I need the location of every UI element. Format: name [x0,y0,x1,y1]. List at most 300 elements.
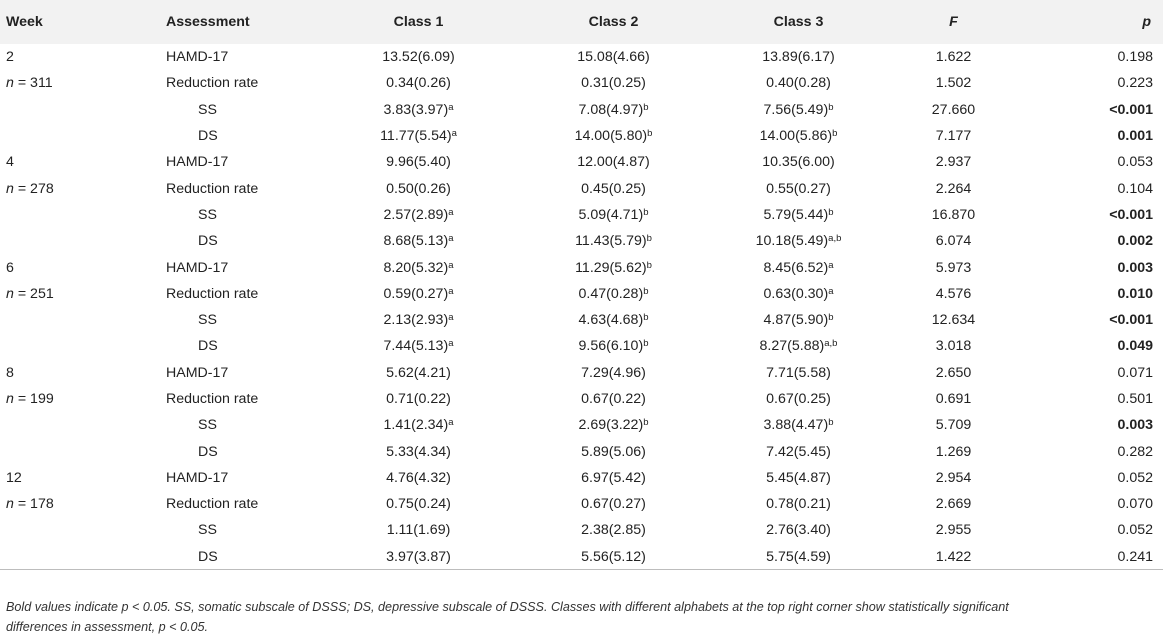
table-row [0,438,1163,464]
table-row [0,175,1163,201]
cell-week [0,202,166,228]
cell-f-statistic [871,491,1036,517]
cell-week-value: 2 [6,49,14,66]
cell-class-2-value: 6.97(5.42) [581,469,646,486]
cell-class-1-value: 3.97(3.87) [386,548,451,565]
cell-assessment [166,517,336,543]
cell-class-3 [726,228,871,254]
cell-p-value [1036,228,1163,254]
cell-assessment-value: HAMD-17 [166,469,229,486]
cell-week-value: 6 [6,259,14,276]
cell-class-3-value: 0.78(0.21) [766,496,831,513]
cell-class-2-value: 7.08(4.97) [578,101,644,118]
cell-f-statistic-value: 2.264 [935,180,972,197]
cell-f-statistic [871,307,1036,333]
cell-class-2 [501,360,726,386]
cell-f-statistic [871,333,1036,359]
cell-assessment-value: Reduction rate [166,285,259,302]
cell-assessment-value: Reduction rate [166,391,259,407]
cell-class-3-superscript: b [828,312,834,324]
cell-week [0,281,166,307]
header-f-statistic: F [949,14,958,30]
cell-class-1-superscript: a [448,417,454,429]
cell-week [0,254,166,280]
cell-class-2-value: 14.00(5.80) [574,128,648,145]
cell-class-1 [336,491,501,517]
cell-assessment [166,491,336,517]
cell-class-3 [726,438,871,464]
cell-class-2-superscript: b [643,312,649,324]
table-row [0,70,1163,96]
table-header [0,0,1163,44]
cell-class-1 [336,333,501,359]
cell-class-1-value: 8.20(5.32) [383,259,449,276]
cell-p-value-value: <0.001 [1109,206,1153,223]
cell-class-3 [726,544,871,570]
cell-class-1-value: 2.13(2.93) [383,312,449,329]
cell-p-value-value: 0.001 [1117,128,1153,145]
cell-assessment [166,44,336,70]
cell-f-statistic-value: 12.634 [931,312,976,329]
cell-f-statistic [871,254,1036,280]
cell-class-2-value: 0.47(0.28) [578,285,644,302]
cell-p-value-value: 0.010 [1117,285,1153,302]
cell-class-2-value: 11.43(5.79) [575,233,647,250]
cell-f-statistic [871,360,1036,386]
cell-class-2-value: 9.56(6.10) [578,338,644,355]
cell-f-statistic [871,149,1036,175]
cell-week [0,412,166,438]
cell-class-3-value: 5.75(4.59) [766,548,831,565]
cell-p-value-value: 0.003 [1117,259,1153,276]
cell-class-3-superscript: a,b [828,233,842,245]
cell-class-3 [726,491,871,517]
cell-class-2-value: 15.08(4.66) [577,49,650,66]
cell-p-value [1036,202,1163,228]
cell-class-1 [336,44,501,70]
cell-f-statistic [871,123,1036,149]
cell-assessment [166,202,336,228]
table-row [0,333,1163,359]
cell-week-value: n = 311 [6,75,53,92]
cell-p-value [1036,517,1163,543]
cell-assessment [166,333,336,359]
cell-p-value-value: 0.052 [1117,469,1153,486]
cell-class-3-value: 8.45(6.52) [763,259,829,276]
cell-f-statistic-value: 2.650 [935,364,972,381]
cell-f-statistic-value: 4.576 [935,285,972,302]
cell-week-value: 4 [6,154,14,171]
cell-f-statistic [871,228,1036,254]
cell-p-value-value: 0.053 [1117,154,1153,171]
cell-p-value-value: <0.001 [1109,312,1153,329]
cell-class-2 [501,412,726,438]
cell-p-value [1036,465,1163,491]
cell-class-1 [336,70,501,96]
table-row [0,491,1163,517]
cell-class-2-value: 0.45(0.25) [581,180,646,197]
cell-class-2 [501,517,726,543]
cell-class-2 [501,44,726,70]
cell-week [0,97,166,123]
cell-class-1-value: 7.44(5.13) [383,338,449,355]
table-body [0,44,1163,570]
cell-f-statistic [871,70,1036,96]
cell-class-3-value: 14.00(5.86) [759,128,833,145]
table-row [0,465,1163,491]
cell-f-statistic-value: 1.422 [935,548,972,565]
cell-f-statistic [871,281,1036,307]
cell-class-2 [501,149,726,175]
table-row [0,97,1163,123]
cell-class-2-value: 0.67(0.27) [581,496,646,513]
table-row [0,544,1163,570]
header-week: Week [6,14,43,30]
cell-class-3 [726,254,871,280]
cell-p-value-value: 0.003 [1117,417,1153,434]
cell-class-3-value: 3.88(4.47) [763,417,829,434]
cell-class-2-value: 4.63(4.68) [578,312,644,329]
cell-class-3 [726,202,871,228]
cell-class-1-value: 11.77(5.54) [380,128,452,145]
header-row [0,0,1163,44]
header-p-value: p [1142,14,1151,30]
cell-assessment [166,307,336,333]
cell-p-value-value: 0.049 [1117,338,1153,355]
cell-p-value-value: 0.282 [1117,443,1153,460]
table-row [0,202,1163,228]
cell-assessment-value: DS [198,443,218,460]
cell-assessment [166,123,336,149]
cell-class-3 [726,465,871,491]
cell-f-statistic [871,202,1036,228]
cell-p-value-value: 0.002 [1117,233,1153,250]
header-class-1: Class 1 [393,14,444,30]
cell-class-1 [336,360,501,386]
cell-class-1-value: 1.41(2.34) [383,417,449,434]
cell-class-3-value: 7.56(5.49) [763,101,829,118]
cell-class-1-superscript: a [448,259,454,271]
cell-class-2-value: 5.09(4.71) [578,206,644,223]
cell-p-value-value: 0.052 [1117,522,1153,539]
cell-class-1 [336,465,501,491]
cell-class-2-value: 11.29(5.62) [575,259,647,276]
cell-class-3-superscript: b [828,206,834,218]
table-row [0,254,1163,280]
cell-week [0,307,166,333]
cell-assessment [166,228,336,254]
cell-class-2 [501,175,726,201]
cell-assessment [166,70,336,96]
cell-class-3 [726,175,871,201]
cell-p-value [1036,412,1163,438]
cell-class-3-value: 13.89(6.17) [762,49,835,66]
cell-f-statistic [871,97,1036,123]
cell-class-3-value: 4.87(5.90) [763,312,829,329]
cell-class-3-value: 0.67(0.25) [766,391,831,407]
cell-p-value-value: 0.223 [1117,75,1153,92]
cell-assessment-value: HAMD-17 [166,364,229,381]
cell-assessment [166,544,336,570]
cell-f-statistic-value: 0.691 [935,391,972,407]
cell-class-2 [501,438,726,464]
cell-class-2-value: 0.31(0.25) [581,75,646,92]
table-row [0,386,1163,412]
cell-class-3 [726,281,871,307]
header-assessment: Assessment [166,14,250,30]
cell-class-1-superscript: a [448,285,454,297]
cell-p-value [1036,386,1163,412]
header-class-3: Class 3 [773,14,824,30]
table-row [0,517,1163,543]
cell-p-value [1036,360,1163,386]
cell-class-2 [501,491,726,517]
cell-class-3-superscript: a [828,285,834,297]
cell-assessment-value: HAMD-17 [166,154,229,171]
cell-f-statistic-value: 16.870 [931,206,976,223]
footnote-line-1: Bold values indicate p < 0.05. SS, somatic subscale of DSSS; DS, depressive subscale of DSSS. Classes with different alphabets at the top right corner show statistically significant [6,600,1009,614]
cell-class-1-value: 0.50(0.26) [386,180,451,197]
cell-class-1-superscript: a [448,312,454,324]
cell-assessment-value: HAMD-17 [166,259,229,276]
cell-class-1 [336,307,501,333]
cell-week [0,149,166,175]
cell-week [0,544,166,570]
cell-class-1-value: 5.33(4.34) [386,443,451,460]
cell-class-3 [726,97,871,123]
cell-p-value-value: <0.001 [1109,101,1153,118]
cell-week [0,123,166,149]
cell-f-statistic [871,386,1036,412]
cell-class-3 [726,360,871,386]
cell-class-1-value: 0.71(0.22) [386,391,451,407]
cell-assessment [166,360,336,386]
cell-class-2 [501,544,726,570]
cell-class-2 [501,228,726,254]
cell-class-2-value: 2.38(2.85) [581,522,646,539]
cell-class-2 [501,333,726,359]
cell-class-3-superscript: b [828,417,834,429]
cell-assessment [166,412,336,438]
cell-p-value-value: 0.501 [1117,391,1153,407]
cell-f-statistic-value: 2.937 [935,154,972,171]
cell-week-value: n = 278 [6,180,54,197]
cell-week-value: 8 [6,364,14,381]
cell-p-value-value: 0.104 [1117,180,1153,197]
cell-p-value [1036,70,1163,96]
cell-class-1-value: 1.11(1.69) [386,522,451,539]
cell-class-2 [501,465,726,491]
cell-class-1-value: 0.34(0.26) [386,75,451,92]
cell-class-3-value: 7.42(5.45) [766,443,831,460]
cell-week-value: 12 [6,469,22,486]
cell-class-1-value: 0.59(0.27) [383,285,449,302]
cell-p-value [1036,175,1163,201]
cell-class-2 [501,97,726,123]
cell-class-1-superscript: a [448,101,454,113]
cell-week [0,491,166,517]
cell-class-2 [501,307,726,333]
cell-assessment-value: SS [198,522,217,539]
cell-class-3-value: 8.27(5.88) [759,338,825,355]
cell-f-statistic-value: 3.018 [935,338,972,355]
table-row [0,281,1163,307]
cell-class-3-value: 0.40(0.28) [766,75,831,92]
cell-class-3 [726,333,871,359]
cell-class-1-value: 2.57(2.89) [383,206,449,223]
cell-week [0,44,166,70]
cell-week [0,517,166,543]
cell-class-1 [336,97,501,123]
cell-p-value [1036,44,1163,70]
cell-assessment-value: DS [198,338,218,355]
cell-f-statistic-value: 1.622 [935,49,972,66]
cell-assessment [166,386,336,412]
cell-p-value [1036,491,1163,517]
cell-class-2-value: 0.67(0.22) [581,391,646,407]
cell-class-2-value: 5.56(5.12) [581,548,646,565]
cell-class-3-superscript: b [832,128,838,140]
cell-class-1-value: 4.76(4.32) [386,469,451,486]
cell-assessment-value: SS [198,312,217,329]
cell-week-value: n = 178 [6,496,54,513]
cell-week [0,360,166,386]
cell-assessment-value: SS [198,101,217,118]
cell-class-1 [336,438,501,464]
cell-week [0,333,166,359]
cell-assessment [166,465,336,491]
cell-assessment-value: Reduction rate [166,75,259,92]
cell-p-value [1036,307,1163,333]
cell-class-3 [726,517,871,543]
cell-class-2 [501,202,726,228]
cell-class-1 [336,281,501,307]
cell-assessment [166,254,336,280]
cell-assessment-value: Reduction rate [166,180,259,197]
cell-class-3 [726,123,871,149]
table-row [0,149,1163,175]
cell-class-3-value: 10.35(6.00) [762,154,835,171]
cell-class-1-value: 9.96(5.40) [386,154,451,171]
cell-class-2 [501,281,726,307]
cell-f-statistic [871,412,1036,438]
cell-class-1-superscript: a [448,338,454,350]
cell-class-3-value: 2.76(3.40) [766,522,831,539]
cell-p-value-value: 0.070 [1117,496,1153,513]
cell-class-1 [336,123,501,149]
cell-class-3-value: 0.63(0.30) [763,285,829,302]
table-row [0,307,1163,333]
cell-f-statistic [871,438,1036,464]
header-class-2: Class 2 [588,14,639,30]
table-footnote [6,597,1141,637]
cell-class-2-superscript: b [643,285,649,297]
cell-class-1 [336,517,501,543]
cell-assessment [166,438,336,464]
cell-p-value [1036,123,1163,149]
cell-class-1 [336,412,501,438]
cell-p-value [1036,281,1163,307]
cell-class-1-value: 3.83(3.97) [383,101,449,118]
cell-class-3 [726,149,871,175]
cell-assessment [166,149,336,175]
cell-class-1-value: 13.52(6.09) [382,49,455,66]
cell-p-value [1036,544,1163,570]
cell-f-statistic-value: 2.669 [935,496,972,513]
cell-class-3-value: 10.18(5.49) [755,233,829,250]
cell-assessment-value: DS [198,233,218,250]
cell-assessment [166,175,336,201]
cell-class-3 [726,412,871,438]
cell-class-2 [501,70,726,96]
cell-assessment-value: SS [198,206,217,223]
cell-week [0,438,166,464]
cell-class-1 [336,386,501,412]
cell-class-2 [501,123,726,149]
cell-f-statistic-value: 27.660 [931,101,976,118]
cell-class-3-value: 5.45(4.87) [766,469,831,486]
cell-week-value: n = 199 [6,391,54,407]
cell-class-2-superscript: b [646,259,652,271]
cell-class-2 [501,386,726,412]
cell-week [0,386,166,412]
cell-assessment-value: Reduction rate [166,496,259,513]
cell-f-statistic [871,465,1036,491]
table-row [0,123,1163,149]
cell-class-1 [336,202,501,228]
cell-class-2-value: 5.89(5.06) [581,443,646,460]
cell-class-3-value: 7.71(5.58) [766,364,831,381]
cell-class-1-value: 5.62(4.21) [386,364,451,381]
cell-class-1 [336,149,501,175]
cell-f-statistic [871,175,1036,201]
cell-f-statistic [871,44,1036,70]
cell-assessment-value: HAMD-17 [166,49,229,66]
cell-class-1-value: 0.75(0.24) [386,496,451,513]
cell-p-value-value: 0.241 [1117,548,1153,565]
cell-f-statistic-value: 2.954 [935,469,972,486]
cell-p-value [1036,254,1163,280]
cell-f-statistic [871,517,1036,543]
table-row [0,412,1163,438]
cell-assessment-value: SS [198,417,217,434]
cell-assessment [166,281,336,307]
cell-f-statistic-value: 1.502 [935,75,972,92]
cell-class-2-value: 2.69(3.22) [578,417,644,434]
footnote-line-2: differences in assessment, p < 0.05. [6,620,208,634]
cell-f-statistic-value: 5.709 [935,417,972,434]
cell-class-3 [726,307,871,333]
cell-week-value: n = 251 [6,285,54,302]
cell-p-value-value: 0.071 [1117,364,1153,381]
cell-class-2-value: 7.29(4.96) [581,364,646,381]
cell-class-1-superscript: a [448,233,454,245]
cell-assessment-value: DS [198,548,218,565]
table-row [0,44,1163,70]
cell-class-3-superscript: b [828,101,834,113]
cell-week [0,228,166,254]
cell-class-3-superscript: a [828,259,834,271]
cell-assessment [166,97,336,123]
cell-class-3-superscript: a,b [824,338,838,350]
cell-f-statistic-value: 5.973 [935,259,972,276]
cell-p-value-value: 0.198 [1117,49,1153,66]
cell-p-value [1036,333,1163,359]
table-row [0,228,1163,254]
cell-class-3-value: 0.55(0.27) [766,180,831,197]
cell-class-1-value: 8.68(5.13) [383,233,449,250]
cell-class-1 [336,228,501,254]
